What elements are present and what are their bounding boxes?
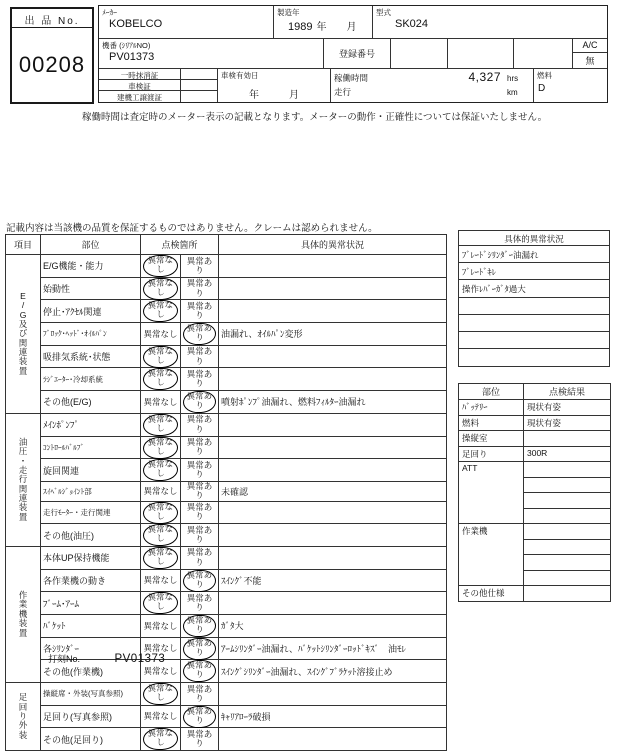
col-header-check: 点検箇所 [141, 235, 219, 255]
part-name: 始動性 [41, 277, 141, 300]
ok-mark [141, 300, 181, 323]
selected-mark-circle: 異常なし [143, 436, 179, 459]
ok-mark [141, 592, 181, 615]
abnormality-detail [219, 728, 447, 751]
inspection-row [6, 413, 447, 436]
abnormality-detail [219, 436, 447, 459]
result-col-result: 点検結果 [524, 384, 611, 400]
part-name: 走行ﾓｰﾀｰ・走行関連 [41, 501, 141, 524]
stamp-label: 打刻No. [48, 654, 81, 664]
selected-mark-circle: 異常なし [143, 524, 179, 547]
unselected-mark: 異常あり [186, 502, 213, 522]
mfg-year-value: 1989 [288, 21, 313, 33]
hours-value: 4,327 [468, 70, 501, 84]
result-row [459, 586, 611, 602]
ng-mark [181, 436, 219, 459]
blade-abnormality-panel [458, 230, 610, 367]
meter-disclaimer-note: 稼働時間は査定時のメーター表示の記載となります。メーターの動作・正確性については保証いたしません。 [82, 112, 548, 123]
mileage-label: 走行 [334, 87, 352, 97]
selected-mark-circle: 異常なし [143, 501, 179, 524]
inspection-row [6, 683, 447, 706]
result-row [459, 446, 611, 462]
inspection-row [6, 277, 447, 300]
selected-mark-circle: 異常なし [143, 300, 179, 323]
ac-cell [573, 39, 607, 68]
col-header-part: 部位 [41, 235, 141, 255]
inspection-row [6, 524, 447, 547]
ok-mark [141, 524, 181, 547]
part-name: その他(足回り) [41, 728, 141, 751]
unselected-mark: 異常あり [186, 524, 213, 545]
result-value [524, 539, 611, 555]
result-header-row [459, 384, 611, 400]
abnormality-detail [219, 546, 447, 569]
col-header-item: 項目 [6, 235, 41, 255]
selected-mark-circle: 異常なし [143, 682, 179, 705]
parts-result-table [458, 383, 611, 602]
part-name: ｽｲﾍﾞﾙｼﾞｮｲﾝﾄ部 [41, 481, 141, 501]
result-part: ﾊﾞｯﾃﾘｰ [459, 400, 524, 416]
mfg-year-label: 製造年 [277, 8, 300, 17]
serial-label: 機番 (ｼﾘｱﾙNO) [102, 41, 151, 50]
ok-mark [141, 615, 181, 638]
fuel-value: D [538, 83, 546, 94]
ok-mark [141, 413, 181, 436]
inspection-row [6, 323, 447, 346]
ng-mark [181, 524, 219, 547]
inspection-row [6, 436, 447, 459]
maker-label: ﾒｰｶｰ [102, 8, 117, 17]
doc-value [181, 80, 217, 90]
detail-note-row: ﾌﾞﾚｰﾄﾞｼﾘﾝﾀﾞｰ油漏れ [459, 246, 609, 263]
part-name: 停止･ｱｸｾﾙ関連 [41, 300, 141, 323]
result-row [459, 524, 611, 540]
machine-info-table [98, 5, 608, 103]
abnormality-detail [219, 501, 447, 524]
part-name: その他(作業機) [41, 660, 141, 683]
inspection-table [5, 234, 447, 751]
abnormality-detail: 噴射ﾎﾟﾝﾌﾟ油漏れ、燃料ﾌｨﾙﾀｰ油漏れ [219, 391, 447, 414]
inspection-row [6, 569, 447, 592]
part-name: ﾗｼﾞｴｰﾀｰ･冷却系統 [41, 368, 141, 391]
ng-mark [181, 501, 219, 524]
result-row [459, 462, 611, 478]
abnormality-detail [219, 277, 447, 300]
result-value [524, 431, 611, 447]
registration-no-cell [324, 39, 391, 68]
ok-mark [141, 705, 181, 728]
ng-mark [181, 413, 219, 436]
mileage-unit: km [507, 88, 518, 97]
registration-empty-cell [448, 39, 514, 68]
part-name: E/G機能・能力 [41, 255, 141, 278]
abnormality-detail [219, 368, 447, 391]
selected-mark-circle: 異常あり [183, 391, 217, 414]
doc-row [99, 69, 217, 80]
part-name: ﾊﾞｹｯﾄ [41, 615, 141, 638]
ok-mark [141, 501, 181, 524]
part-name: 旋回関連 [41, 459, 141, 482]
result-part: ATT [459, 462, 524, 524]
result-value: 現状有姿 [524, 400, 611, 416]
selected-mark-circle: 異常なし [143, 413, 179, 436]
ng-mark [181, 615, 219, 638]
detail-note-row [459, 315, 609, 332]
selected-mark-circle: 異常なし [143, 277, 179, 300]
ok-mark [141, 546, 181, 569]
shaken-expiry-label: 車検有効日 [221, 71, 259, 80]
selected-mark-circle: 異常なし [143, 345, 179, 368]
detail-note-row [459, 332, 609, 349]
selected-mark-circle: 異常なし [143, 728, 179, 751]
fuel-cell [534, 69, 607, 102]
ng-mark [181, 255, 219, 278]
abnormality-detail: ｱｰﾑｼﾘﾝﾀﾞｰ油漏れ、ﾊﾞｹｯﾄｼﾘﾝﾀﾞｰﾛｯﾄﾞｷｽﾞ 油ﾓﾚ [219, 637, 447, 660]
abnormality-detail: ｽｲﾝｸﾞｼﾘﾝﾀﾞｰ油漏れ、ｽｲﾝｸﾞﾌﾞﾗｹｯﾄ溶接止め [219, 660, 447, 683]
selected-mark-circle: 異常なし [143, 592, 179, 615]
mfg-year-cell [274, 6, 373, 38]
abnormality-detail: ｽｲﾝｸﾞ不能 [219, 569, 447, 592]
maker-cell [99, 6, 274, 38]
stamp-value: PV01373 [114, 653, 166, 665]
ng-mark [181, 391, 219, 414]
unselected-mark: 異常なし [143, 575, 178, 586]
selected-mark-circle: 異常あり [183, 660, 217, 683]
unselected-mark: 異常あり [186, 346, 213, 366]
serial-cell [99, 39, 324, 68]
inspection-row [6, 391, 447, 414]
inspection-row [6, 728, 447, 751]
part-name: 各作業機の動き [41, 569, 141, 592]
detail-note-row: 操作ﾚﾊﾞｰｶﾞﾀ過大 [459, 280, 609, 297]
result-value [524, 493, 611, 509]
hours-mileage-cell [331, 69, 534, 102]
selected-mark-circle: 異常あり [183, 705, 217, 728]
unselected-mark: 異常なし [143, 711, 178, 722]
doc-label: 建機工譲渡証 [99, 91, 181, 102]
ng-mark [181, 705, 219, 728]
ng-mark [181, 569, 219, 592]
doc-label: 一時抹消証 [99, 69, 181, 79]
result-value: 300R [524, 446, 611, 462]
shaken-year-suffix: 年 [249, 90, 259, 101]
unselected-mark: 異常あり [186, 480, 213, 501]
result-value [524, 462, 611, 478]
part-name: 各ｼﾘﾝﾀﾞｰ [41, 637, 141, 660]
quality-disclaimer-note: 記載内容は当該機の品質を保証するものではありません。クレームは認められません。 [6, 223, 378, 234]
result-row [459, 431, 611, 447]
ok-mark [141, 683, 181, 706]
machine-info-row3 [99, 69, 607, 102]
ng-mark [181, 683, 219, 706]
result-col-part: 部位 [459, 384, 524, 400]
part-name: 本体UP保持機能 [41, 546, 141, 569]
unselected-mark: 異常あり [186, 592, 213, 613]
selected-mark-circle: 異常なし [143, 368, 179, 391]
ng-mark [181, 368, 219, 391]
abnormality-detail [219, 300, 447, 323]
unselected-mark: 異常あり [186, 459, 213, 480]
ng-mark [181, 323, 219, 346]
unselected-mark: 異常あり [186, 300, 213, 321]
hours-label: 稼働時間 [334, 73, 369, 83]
selected-mark-circle: 異常あり [183, 614, 217, 637]
registration-no-label: 登録番号 [338, 49, 375, 59]
doc-value [181, 91, 217, 102]
exhibit-number-box [10, 7, 94, 104]
unselected-mark: 異常あり [186, 683, 213, 703]
ok-mark [141, 368, 181, 391]
detail-panel-header: 具体的異常状況 [459, 231, 609, 246]
selected-mark-circle: 異常あり [183, 637, 217, 660]
ok-mark [141, 391, 181, 414]
inspection-row [6, 615, 447, 638]
inspection-row [6, 501, 447, 524]
selected-mark-circle: 異常あり [183, 322, 217, 345]
document-checklist [99, 69, 218, 102]
registration-empty-cell [391, 39, 448, 68]
ok-mark [141, 436, 181, 459]
result-value [524, 524, 611, 540]
ok-mark [141, 459, 181, 482]
ng-mark [181, 592, 219, 615]
ng-mark [181, 660, 219, 683]
result-part: 作業機 [459, 524, 524, 586]
abnormality-detail [219, 345, 447, 368]
doc-row [99, 80, 217, 91]
exhibit-no-value: 00208 [18, 52, 86, 77]
ac-value: 無 [585, 56, 595, 66]
ok-mark [141, 255, 181, 278]
result-value [524, 570, 611, 586]
abnormality-detail: ｷｬﾘｱﾛｰﾗ破損 [219, 705, 447, 728]
fuel-label: 燃料 [537, 71, 552, 80]
doc-label: 車検証 [99, 80, 181, 90]
machine-info-row1 [99, 6, 607, 39]
result-value [524, 586, 611, 602]
doc-value [181, 69, 217, 79]
part-name: 吸排気系統･状態 [41, 345, 141, 368]
part-name: ﾒｲﾝﾎﾟﾝﾌﾟ [41, 413, 141, 436]
ok-mark [141, 728, 181, 751]
selected-mark-circle: 異常なし [143, 546, 179, 569]
unselected-mark: 異常なし [143, 643, 178, 654]
unselected-mark: 異常あり [186, 278, 213, 298]
selected-mark-circle: 異常あり [183, 569, 217, 592]
inspection-row [6, 345, 447, 368]
inspection-row [6, 546, 447, 569]
result-part: 操縦室 [459, 431, 524, 447]
shaken-month-suffix: 月 [289, 90, 299, 101]
selected-mark-circle: 異常なし [143, 459, 179, 482]
exhibit-no-label: 出 品 No. [12, 9, 92, 28]
result-row [459, 415, 611, 431]
ng-mark [181, 728, 219, 751]
inspection-row [6, 481, 447, 501]
unselected-mark: 異常なし [143, 620, 178, 631]
inspection-row [6, 255, 447, 278]
ng-mark [181, 459, 219, 482]
unselected-mark: 異常あり [186, 368, 213, 389]
model-label: 型式 [376, 8, 391, 17]
ok-mark [141, 323, 181, 346]
result-value [524, 508, 611, 524]
result-value [524, 477, 611, 493]
abnormality-detail [219, 592, 447, 615]
unselected-mark: 異常なし [143, 666, 178, 677]
unselected-mark: 異常あり [186, 414, 213, 434]
unselected-mark: 異常なし [143, 486, 178, 497]
group-label: 足 回 り 外 装 [6, 683, 41, 751]
result-part: 燃料 [459, 415, 524, 431]
unselected-mark: 異常あり [186, 437, 213, 457]
unselected-mark: 異常あり [186, 547, 213, 567]
abnormality-detail [219, 413, 447, 436]
machine-info-row2 [99, 39, 607, 69]
abnormality-detail [219, 459, 447, 482]
inspection-row [6, 368, 447, 391]
unselected-mark: 異常なし [143, 328, 178, 339]
serial-value: PV01373 [109, 51, 155, 63]
stamp-number [48, 649, 165, 667]
ok-mark [141, 345, 181, 368]
inspection-row [6, 705, 447, 728]
ng-mark [181, 300, 219, 323]
unselected-mark: 異常あり [186, 728, 213, 749]
abnormality-detail [219, 683, 447, 706]
hours-unit: hrs [507, 74, 519, 83]
inspection-row [6, 592, 447, 615]
detail-note-row [459, 349, 609, 366]
model-cell [373, 6, 607, 38]
col-header-detail: 具体的異常状況 [219, 235, 447, 255]
inspection-header-row [6, 235, 447, 255]
part-name: その他(E/G) [41, 391, 141, 414]
result-value [524, 555, 611, 571]
shaken-expiry-cell [218, 69, 331, 102]
result-part: 足回り [459, 446, 524, 462]
result-value: 現状有姿 [524, 415, 611, 431]
unselected-mark: 異常あり [186, 255, 213, 275]
ok-mark [141, 481, 181, 501]
month-suffix: 月 [346, 22, 357, 33]
abnormality-detail: ｶﾞﾀ大 [219, 615, 447, 638]
abnormality-detail [219, 524, 447, 547]
detail-note-row: ﾌﾞﾚｰﾄﾞｷﾚ [459, 263, 609, 280]
group-label: 作 業 機 装 置 [6, 546, 41, 682]
abnormality-detail: 未確認 [219, 481, 447, 501]
abnormality-detail: 油漏れ、ｵｲﾙﾊﾟﾝ変形 [219, 323, 447, 346]
ng-mark [181, 481, 219, 501]
part-name: その他(油圧) [41, 524, 141, 547]
ng-mark [181, 637, 219, 660]
part-name: 足回り(写真参照) [41, 705, 141, 728]
result-row [459, 400, 611, 416]
model-value: SK024 [395, 18, 429, 30]
part-name: ﾌﾞﾛｯｸ･ﾍｯﾄﾞ･ｵｲﾙﾊﾟﾝ [41, 323, 141, 346]
part-name: 操縦席・外装(写真参照) [41, 683, 141, 706]
unselected-mark: 異常なし [143, 396, 178, 407]
ac-label: A/C [573, 39, 607, 53]
ng-mark [181, 546, 219, 569]
selected-mark-circle: 異常なし [143, 254, 179, 277]
ng-mark [181, 277, 219, 300]
doc-row [99, 91, 217, 102]
inspection-row [6, 459, 447, 482]
year-suffix: 年 [316, 22, 327, 33]
inspection-row [6, 300, 447, 323]
detail-note-row [459, 298, 609, 315]
ok-mark [141, 569, 181, 592]
maker-value: KOBELCO [109, 18, 163, 30]
part-name: ﾌﾞｰﾑ･ｱｰﾑ [41, 592, 141, 615]
registration-empty-cell [514, 39, 573, 68]
ok-mark [141, 277, 181, 300]
group-label: 油 圧 ・ 走 行 関 連 装 置 [6, 413, 41, 546]
group-label: E / G 及 び 関 連 装 置 [6, 255, 41, 414]
ng-mark [181, 345, 219, 368]
part-name: ｺﾝﾄﾛｰﾙﾊﾞﾙﾌﾞ [41, 436, 141, 459]
abnormality-detail [219, 255, 447, 278]
result-part: その他仕様 [459, 586, 524, 602]
